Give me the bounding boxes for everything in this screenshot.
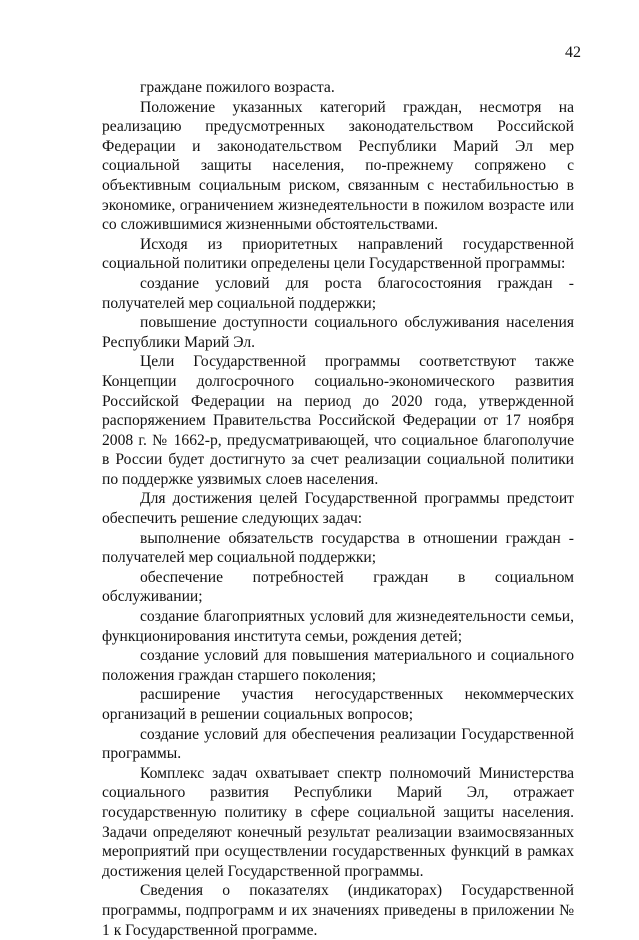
paragraph-scope: Комплекс задач охватывает спектр полномочий Министерства социального развития Республики Марий Эл, отражает государственную политику в сфере социальной защиты населения. Задачи определяют конечный результат реализации взаимосвязанных мероприятий при осуществлении государственных функций в рамках достижения целей Государственной программы. [102,764,574,880]
page-number: 42 [565,44,581,61]
paragraph-goal-1: создание условий для роста благосостояния граждан - получателей мер социальной поддержки; [102,274,574,312]
paragraph-concept: Цели Государственной программы соответствуют также Концепции долгосрочного социально-экономического развития Российской Федерации на период до 2020 года, утвержденной распоряжением Правительства Российской Федерации от 17 ноября 2008 г. № 1662-р, предусматривающей, что социальное благополучие в России будет достигнуто за счет реализации социальной политики по поддержке уязвимых слоев населения. [102,353,574,488]
paragraph-task-1: выполнение обязательств государства в отношении граждан - получателей мер социальной поддержки; [102,529,574,567]
paragraph-task-2: обеспечение потребностей граждан в социальном обслуживании; [102,568,574,606]
paragraph-indicators: Сведения о показателях (индикаторах) Государственной программы, подпрограмм и их значениях приведены в приложении № 1 к Государственной программе. [102,882,574,939]
paragraph-task-3: создание благоприятных условий для жизнедеятельности семьи, функционирования института семьи, рождения детей; [102,608,574,645]
paragraph-goal-2: повышение доступности социального обслуживания населения Республики Марий Эл. [102,314,574,351]
paragraph-task-4: создание условий для повышения материального и социального положения граждан старшего поколения; [102,647,574,684]
paragraph-task-6: создание условий для обеспечения реализации Государственной программы. [102,725,574,763]
paragraph-tasks-intro: Для достижения целей Государственной программы предстоит обеспечить решение следующих задач: [102,490,574,528]
paragraph-situation: Положение указанных категорий граждан, несмотря на реализацию предусмотренных законодательством Российской Федерации и законодательством Республики Марий Эл мер социальной защиты населения, по-прежнему сопряжено с объективным социальным риском, связанным с нестабильностью в экономике, ограничением жизнедеятельности в пожилом возрасте или со сложившимися жизненными обстоятельствами. [102,98,574,234]
document-body [102,78,574,940]
paragraph-goals-intro: Исходя из приоритетных направлений государственной социальной политики определены цели Государственной программы: [102,235,574,273]
paragraph-task-5: расширение участия негосударственных некоммерческих организаций в решении социальных вопросов; [102,686,574,723]
paragraph-continuation: граждане пожилого возраста. [140,79,335,96]
